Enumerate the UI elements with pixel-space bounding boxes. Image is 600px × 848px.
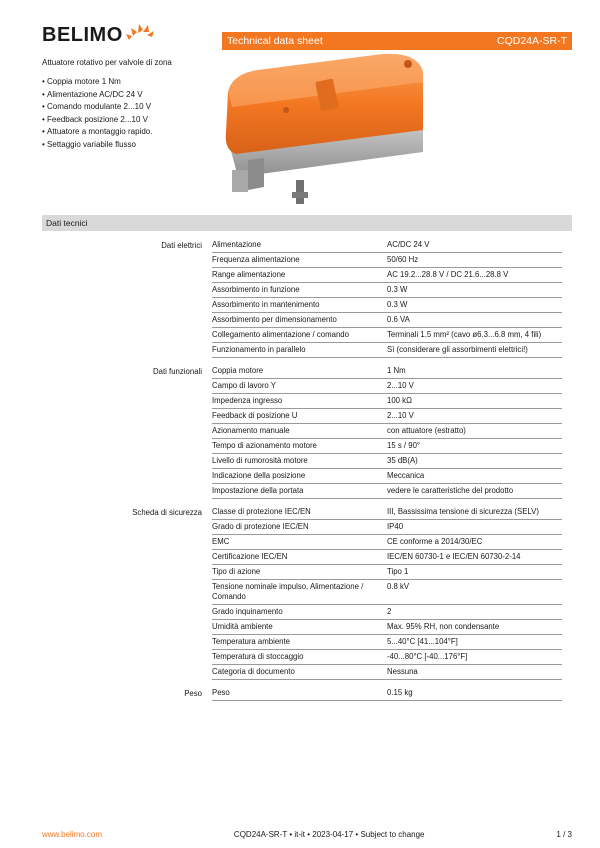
product-subtitle: Attuatore rotativo per valvole di zona bbox=[42, 58, 172, 67]
row-value: Tipo 1 bbox=[387, 567, 409, 576]
table-row bbox=[212, 424, 562, 439]
row-value: -40...80°C [-40...176°F] bbox=[387, 652, 468, 661]
footer-website-link[interactable]: www.belimo.com bbox=[42, 830, 103, 839]
table-row bbox=[212, 253, 562, 268]
row-label: Feedback di posizione U bbox=[212, 411, 298, 420]
feature-item: • Comando modulante 2...10 V bbox=[42, 101, 152, 114]
table-row bbox=[212, 650, 562, 665]
table-row bbox=[212, 520, 562, 535]
row-label: Categoria di documento bbox=[212, 667, 295, 676]
table-row bbox=[212, 454, 562, 469]
row-label: Temperatura di stoccaggio bbox=[212, 652, 304, 661]
table-row bbox=[212, 283, 562, 298]
row-value: 2 bbox=[387, 607, 392, 616]
row-label: Assorbimento in mantenimento bbox=[212, 300, 320, 309]
row-value: Sì (considerare gli assorbimenti elettrici!) bbox=[387, 345, 528, 354]
row-value: 0.15 kg bbox=[387, 688, 413, 697]
page-footer bbox=[42, 830, 572, 839]
header-bar bbox=[222, 32, 572, 50]
feature-item: • Settaggio variabile flusso bbox=[42, 139, 152, 152]
table-row bbox=[212, 635, 562, 650]
feature-item: • Coppia motore 1 Nm bbox=[42, 76, 152, 89]
row-value: 0.3 W bbox=[387, 285, 408, 294]
group-dati-elettrici bbox=[42, 238, 572, 358]
table-row bbox=[212, 580, 562, 605]
row-label: Certificazione IEC/EN bbox=[212, 552, 288, 561]
row-label: Temperatura ambiente bbox=[212, 637, 291, 646]
technical-data-table bbox=[42, 238, 572, 707]
group-title: Peso bbox=[184, 689, 202, 698]
row-label: Tipo di azione bbox=[212, 567, 261, 576]
feature-item: • Alimentazione AC/DC 24 V bbox=[42, 89, 152, 102]
row-value: 50/60 Hz bbox=[387, 255, 419, 264]
feature-item: • Feedback posizione 2...10 V bbox=[42, 114, 152, 127]
table-row bbox=[212, 605, 562, 620]
row-label: Grado di protezione IEC/EN bbox=[212, 522, 309, 531]
group-title: Dati elettrici bbox=[161, 241, 202, 250]
table-row bbox=[212, 565, 562, 580]
table-row bbox=[212, 439, 562, 454]
row-label: Frequenza alimentazione bbox=[212, 255, 300, 264]
row-value: Nessuna bbox=[387, 667, 418, 676]
row-label: Range alimentazione bbox=[212, 270, 286, 279]
feature-list bbox=[42, 76, 152, 151]
row-value: IP40 bbox=[387, 522, 404, 531]
row-value: IEC/EN 60730-1 e IEC/EN 60730-2-14 bbox=[387, 552, 521, 561]
table-row bbox=[212, 409, 562, 424]
row-value: 1 Nm bbox=[387, 366, 406, 375]
table-row bbox=[212, 343, 562, 358]
row-value: 2...10 V bbox=[387, 411, 414, 420]
row-label: Funzionamento in parallelo bbox=[212, 345, 306, 354]
row-value: 0.3 W bbox=[387, 300, 408, 309]
row-label: Coppia motore bbox=[212, 366, 264, 375]
logo-sun-icon bbox=[125, 20, 155, 42]
row-value: III, Bassissima tensione di sicurezza (SELV) bbox=[387, 507, 539, 516]
row-value: 0.6 VA bbox=[387, 315, 410, 324]
row-label: Classe di protezione IEC/EN bbox=[212, 507, 311, 516]
group-dati-funzionali bbox=[42, 364, 572, 499]
row-value: 2...10 V bbox=[387, 381, 414, 390]
table-row bbox=[212, 313, 562, 328]
group-scheda-di-sicurezza bbox=[42, 505, 572, 680]
row-label: EMC bbox=[212, 537, 230, 546]
belimo-logo bbox=[42, 24, 155, 46]
logo-text: BELIMO bbox=[42, 24, 123, 46]
header-title: Technical data sheet bbox=[227, 35, 323, 47]
table-row bbox=[212, 328, 562, 343]
row-label: Livello di rumorosità motore bbox=[212, 456, 308, 465]
row-label: Azionamento manuale bbox=[212, 426, 290, 435]
row-label: Assorbimento in funzione bbox=[212, 285, 300, 294]
row-label: Peso bbox=[212, 688, 230, 697]
row-value: 0.8 kV bbox=[387, 582, 410, 591]
row-label: Collegamento alimentazione / comando bbox=[212, 330, 349, 339]
table-row bbox=[212, 686, 562, 701]
row-value: Terminali 1.5 mm² (cavo ø6.3...6.8 mm, 4 fili) bbox=[387, 330, 542, 339]
header-model: CQD24A-SR-T bbox=[496, 35, 567, 47]
footer-doc-info: CQD24A-SR-T • it-it • 2023-04-17 • Subject to change bbox=[233, 830, 425, 839]
row-label: Indicazione della posizione bbox=[212, 471, 306, 480]
feature-item: • Attuatore a montaggio rapido. bbox=[42, 126, 152, 139]
row-label: Alimentazione bbox=[212, 240, 261, 249]
row-label: Campo di lavoro Y bbox=[212, 381, 276, 390]
table-row bbox=[212, 268, 562, 283]
footer-page-number: 1 / 3 bbox=[556, 830, 572, 839]
table-row bbox=[212, 364, 562, 379]
table-row bbox=[212, 665, 562, 680]
row-value: CE conforme a 2014/30/EC bbox=[387, 537, 483, 546]
section-header-dati-tecnici: Dati tecnici bbox=[42, 215, 572, 231]
row-label: Impedenza ingresso bbox=[212, 396, 283, 405]
row-value: 35 dB(A) bbox=[387, 456, 418, 465]
table-row bbox=[212, 505, 562, 520]
table-row bbox=[212, 298, 562, 313]
row-label: Umidità ambiente bbox=[212, 622, 273, 631]
table-row bbox=[212, 550, 562, 565]
row-label: Impostazione della portata bbox=[212, 486, 304, 495]
row-value: AC/DC 24 V bbox=[387, 240, 430, 249]
table-row bbox=[212, 394, 562, 409]
row-label: Assorbimento per dimensionamento bbox=[212, 315, 337, 324]
row-value: Meccanica bbox=[387, 471, 425, 480]
group-title: Dati funzionali bbox=[153, 367, 202, 376]
table-row bbox=[212, 620, 562, 635]
actuator-product-image bbox=[218, 52, 428, 212]
table-row bbox=[212, 484, 562, 499]
table-row bbox=[212, 379, 562, 394]
row-value: 5...40°C [41...104°F] bbox=[387, 637, 458, 646]
row-value: Max. 95% RH, non condensante bbox=[387, 622, 500, 631]
row-value: con attuatore (estratto) bbox=[387, 426, 466, 435]
row-value: AC 19.2...28.8 V / DC 21.6...28.8 V bbox=[387, 270, 509, 279]
table-row bbox=[212, 469, 562, 484]
row-label: Tempo di azionamento motore bbox=[212, 441, 317, 450]
row-value: 15 s / 90° bbox=[387, 441, 421, 450]
row-label: Tensione nominale impulso, Alimentazione / Comando bbox=[212, 582, 364, 601]
row-label: Grado inquinamento bbox=[212, 607, 283, 616]
table-row bbox=[212, 238, 562, 253]
group-peso bbox=[42, 686, 572, 701]
table-row bbox=[212, 535, 562, 550]
row-value: vedere le caratteristiche del prodotto bbox=[387, 486, 514, 495]
group-title: Scheda di sicurezza bbox=[132, 508, 202, 517]
row-value: 100 kΩ bbox=[387, 396, 412, 405]
